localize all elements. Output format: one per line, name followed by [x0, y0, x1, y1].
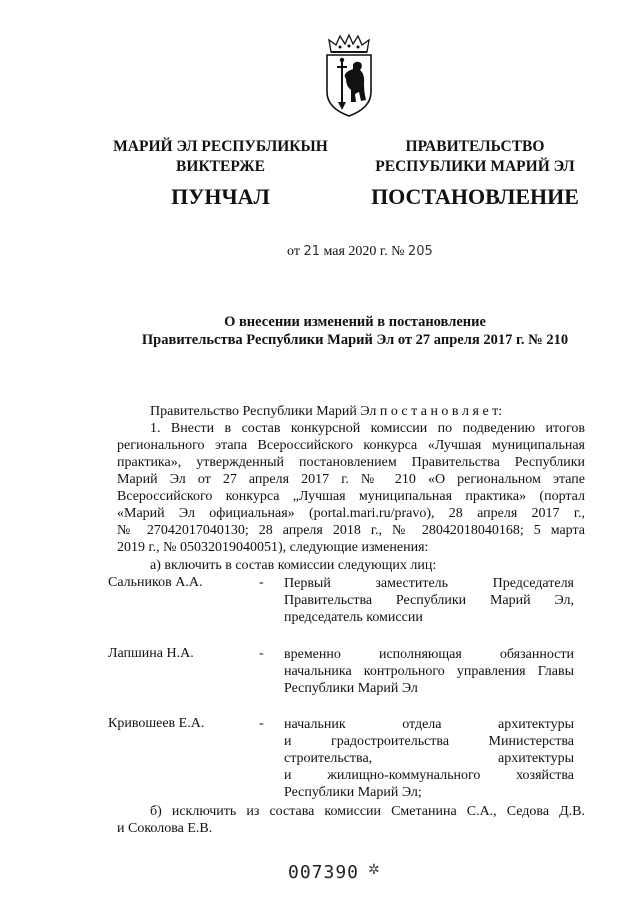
title-line2: Правительства Республики Марий Эл от 27 апреля 2017 г. № 210	[141, 332, 569, 348]
resolution-intro: Правительство Республики Марий Эл п о с т а н о в л я е т:	[150, 404, 503, 419]
date-prefix: от	[287, 244, 300, 259]
footer-mark-icon: ✲	[368, 863, 380, 878]
member-dash: -	[259, 716, 264, 731]
paragraph-1	[117, 420, 585, 556]
subitem-b-line2: и Соколова Е.В.	[117, 821, 213, 836]
p1-line: № 27042017040130; 28 апреля 2018 г., № 28042018040168; 5 марта	[117, 523, 585, 538]
p1-line: «Марий Эл официальная» (portal.mari.ru/pravo), 28 апреля 2017 г.,	[117, 506, 585, 521]
header-right-line1: ПРАВИТЕЛЬСТВО	[405, 138, 545, 155]
date-number-line	[287, 244, 433, 260]
member-name: Лапшина Н.А.	[108, 646, 194, 661]
p1-line: Всероссийского конкурса „Лучшая муниципальная практика» (портал	[117, 489, 585, 504]
document-number: 205	[407, 244, 433, 259]
role-line: Правительства Республики Марий Эл,	[284, 593, 574, 608]
p1-line: Марий Эл от 27 апреля 2017 г. № 210 «О региональном этапе	[117, 472, 585, 487]
member-dash: -	[259, 575, 264, 590]
member-role	[284, 716, 574, 801]
header-left-line2: ВИКТЕРЖЕ	[176, 158, 265, 175]
subitem-b	[117, 803, 585, 837]
member-name: Сальников А.А.	[108, 575, 203, 590]
document-title	[100, 313, 610, 349]
p1-line: 2019 г., № 05032019040051), следующие изменения:	[117, 540, 429, 555]
serial-number: 007390	[288, 862, 360, 883]
date-month-year: мая 2020 г. №	[323, 244, 405, 259]
header-right-block	[370, 137, 580, 177]
role-line: Первый заместитель Председателя	[284, 576, 574, 591]
role-line: и градостроительства Министерства	[284, 734, 574, 749]
title-line1: О внесении изменений в постановление	[224, 314, 486, 330]
role-line: временно исполняющая обязанности	[284, 647, 574, 662]
p1-line: 1. Внести в состав конкурсной комиссии по подведению итогов	[150, 421, 585, 436]
role-line: Республики Марий Эл	[284, 681, 418, 696]
role-line: Республики Марий Эл;	[284, 785, 422, 800]
header-left-line1: МАРИЙ ЭЛ РЕСПУБЛИКЫН	[113, 138, 328, 155]
member-name: Кривошеев Е.А.	[108, 716, 205, 731]
member-dash: -	[259, 646, 264, 661]
member-role	[284, 575, 574, 626]
member-role	[284, 646, 574, 697]
role-line: и жилищно-коммунального хозяйства	[284, 768, 574, 783]
role-line: строительства, архитектуры	[284, 751, 574, 766]
role-line: председатель комиссии	[284, 610, 423, 625]
date-day: 21	[303, 244, 320, 259]
subitem-b-line1: б) исключить из состава комиссии Сметанина С.А., Седова Д.В.	[150, 804, 585, 819]
header-right-line2: РЕСПУБЛИКИ МАРИЙ ЭЛ	[375, 158, 575, 175]
subitem-a: а) включить в состав комиссии следующих лиц:	[150, 558, 437, 573]
p1-line: регионального этапа Всероссийского конкурса «Лучшая муниципальная	[117, 438, 585, 453]
p1-line: практика», утвержденный постановлением Правительства Республики	[117, 455, 585, 470]
doc-type-russian: ПОСТАНОВЛЕНИЕ	[371, 184, 579, 209]
coat-of-arms-emblem	[323, 34, 375, 118]
role-line: начальник отдела архитектуры	[284, 717, 574, 732]
role-line: начальника контрольного управления Главы	[284, 664, 574, 679]
header-left-block	[108, 137, 333, 177]
doc-type-mari: ПУНЧАЛ	[171, 184, 270, 209]
